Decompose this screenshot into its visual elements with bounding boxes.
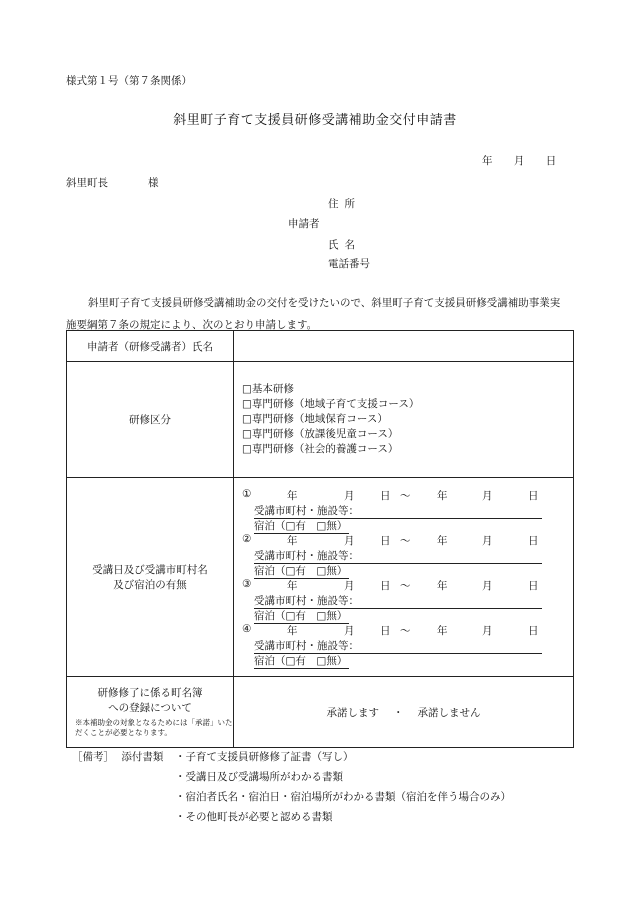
period-tilde: ～	[400, 490, 411, 502]
date-year: 年	[482, 155, 493, 167]
period-year2: 年	[437, 580, 448, 592]
course-options	[234, 362, 574, 478]
consent-separator: ・	[393, 706, 404, 719]
period-year2: 年	[437, 490, 448, 502]
course-option[interactable]: □専門研修（社会的養護コース）	[242, 443, 399, 455]
period-num: ②	[242, 533, 252, 545]
period-place: 受講市町村・施設等：	[254, 638, 542, 654]
period-num: ④	[242, 623, 252, 635]
period-entry	[242, 578, 573, 623]
address-label: 住所	[328, 198, 361, 210]
period-day2: 日	[528, 535, 539, 547]
applicant-name-label: 申請者（研修受講者）氏名	[67, 331, 234, 362]
period-day2: 日	[528, 625, 539, 637]
remarks-label: ［備考］	[72, 751, 114, 763]
body-text: 斜里町子育て支援員研修受講補助金の交付を受けたいので、斜里町子育て支援員研修受講補助事業実施要綱第７条の規定により、次のとおり申請します。	[66, 297, 561, 331]
date-month: 月	[513, 155, 525, 167]
form-number: 様式第１号（第７条関係）	[66, 75, 192, 87]
period-year: 年	[287, 580, 298, 592]
period-day2: 日	[528, 490, 539, 502]
period-entry	[242, 623, 573, 668]
course-option[interactable]: □専門研修（地域子育て支援コース）	[242, 398, 420, 410]
attachment-document: ・宿泊者氏名・宿泊日・宿泊場所がわかる書類（宿泊を伴う場合のみ）	[175, 791, 511, 803]
attachments-label: 添付書類	[121, 751, 164, 763]
registry-note: ※本補助金の対象となるためには「承諾」いただくことが必要となります。	[75, 718, 233, 737]
period-stay: 宿泊（□有 □無）	[254, 520, 348, 532]
attachment-document: ・受講日及び受講場所がわかる書類	[175, 771, 343, 783]
remarks-label-line	[72, 749, 163, 764]
period-day: 日	[380, 490, 391, 502]
period-place: 受講市町村・施設等：	[254, 503, 542, 519]
period-label-line1: 受講日及び受講市町村名	[92, 564, 208, 576]
addressee	[66, 175, 159, 190]
applicant-label: 申請者	[288, 218, 320, 230]
course-label: 研修区分	[67, 362, 234, 478]
period-day: 日	[380, 580, 391, 592]
period-stay: 宿泊（□有 □無）	[254, 655, 348, 667]
registry-label-line2: への登録について	[108, 702, 192, 714]
period-year: 年	[287, 625, 298, 637]
period-day: 日	[380, 535, 391, 547]
period-month2: 月	[482, 625, 493, 637]
date-day: 日	[545, 155, 557, 167]
table-row-period	[67, 478, 574, 677]
attachment-document: ・その他町長が必要と認める書類	[175, 811, 333, 823]
period-day2: 日	[528, 580, 539, 592]
name-label: 氏名	[328, 239, 361, 251]
period-label	[67, 478, 234, 677]
addressee-name: 斜里町長	[66, 177, 108, 189]
period-year2: 年	[437, 625, 448, 637]
table-row-course	[67, 362, 574, 478]
phone-label: 電話番号	[328, 258, 370, 270]
course-option[interactable]: □基本研修	[242, 383, 294, 395]
period-day: 日	[380, 625, 391, 637]
applicant-name-field[interactable]	[234, 331, 574, 362]
period-num: ③	[242, 578, 252, 590]
period-place: 受講市町村・施設等：	[254, 593, 542, 609]
period-num: ①	[242, 488, 252, 500]
period-stay: 宿泊（□有 □無）	[254, 565, 348, 577]
period-month: 月	[344, 625, 355, 637]
period-label-line2: 及び宿泊の有無	[113, 579, 187, 591]
period-stay: 宿泊（□有 □無）	[254, 610, 348, 622]
registry-label	[67, 677, 234, 748]
honorific: 様	[148, 177, 159, 189]
period-month2: 月	[482, 580, 493, 592]
period-place: 受講市町村・施設等：	[254, 548, 542, 564]
period-month: 月	[344, 490, 355, 502]
date-line	[482, 153, 556, 168]
period-entries	[234, 478, 574, 677]
period-year: 年	[287, 490, 298, 502]
period-month2: 月	[482, 535, 493, 547]
registry-label-line1: 研修修了に係る町名簿	[97, 687, 203, 699]
period-entry	[242, 533, 573, 578]
consent-options	[234, 677, 574, 748]
consent-yes[interactable]: 承諾します	[326, 706, 379, 719]
table-row-applicant-name	[67, 331, 574, 362]
period-month: 月	[344, 535, 355, 547]
consent-no[interactable]: 承諾しません	[417, 706, 481, 719]
period-tilde: ～	[400, 580, 411, 592]
application-table	[66, 330, 574, 748]
period-tilde: ～	[400, 625, 411, 637]
period-year: 年	[287, 535, 298, 547]
course-option[interactable]: □専門研修（地域保育コース）	[242, 413, 388, 425]
period-month: 月	[344, 580, 355, 592]
period-tilde: ～	[400, 535, 411, 547]
table-row-registry	[67, 677, 574, 748]
period-month2: 月	[482, 490, 493, 502]
course-option[interactable]: □専門研修（放課後児童コース）	[242, 428, 399, 440]
period-entry	[242, 488, 573, 533]
period-year2: 年	[437, 535, 448, 547]
document-title: 斜里町子育て支援員研修受講補助金交付申請書	[173, 113, 457, 128]
attachment-document: ・子育て支援員研修修了証書（写し）	[175, 751, 354, 763]
